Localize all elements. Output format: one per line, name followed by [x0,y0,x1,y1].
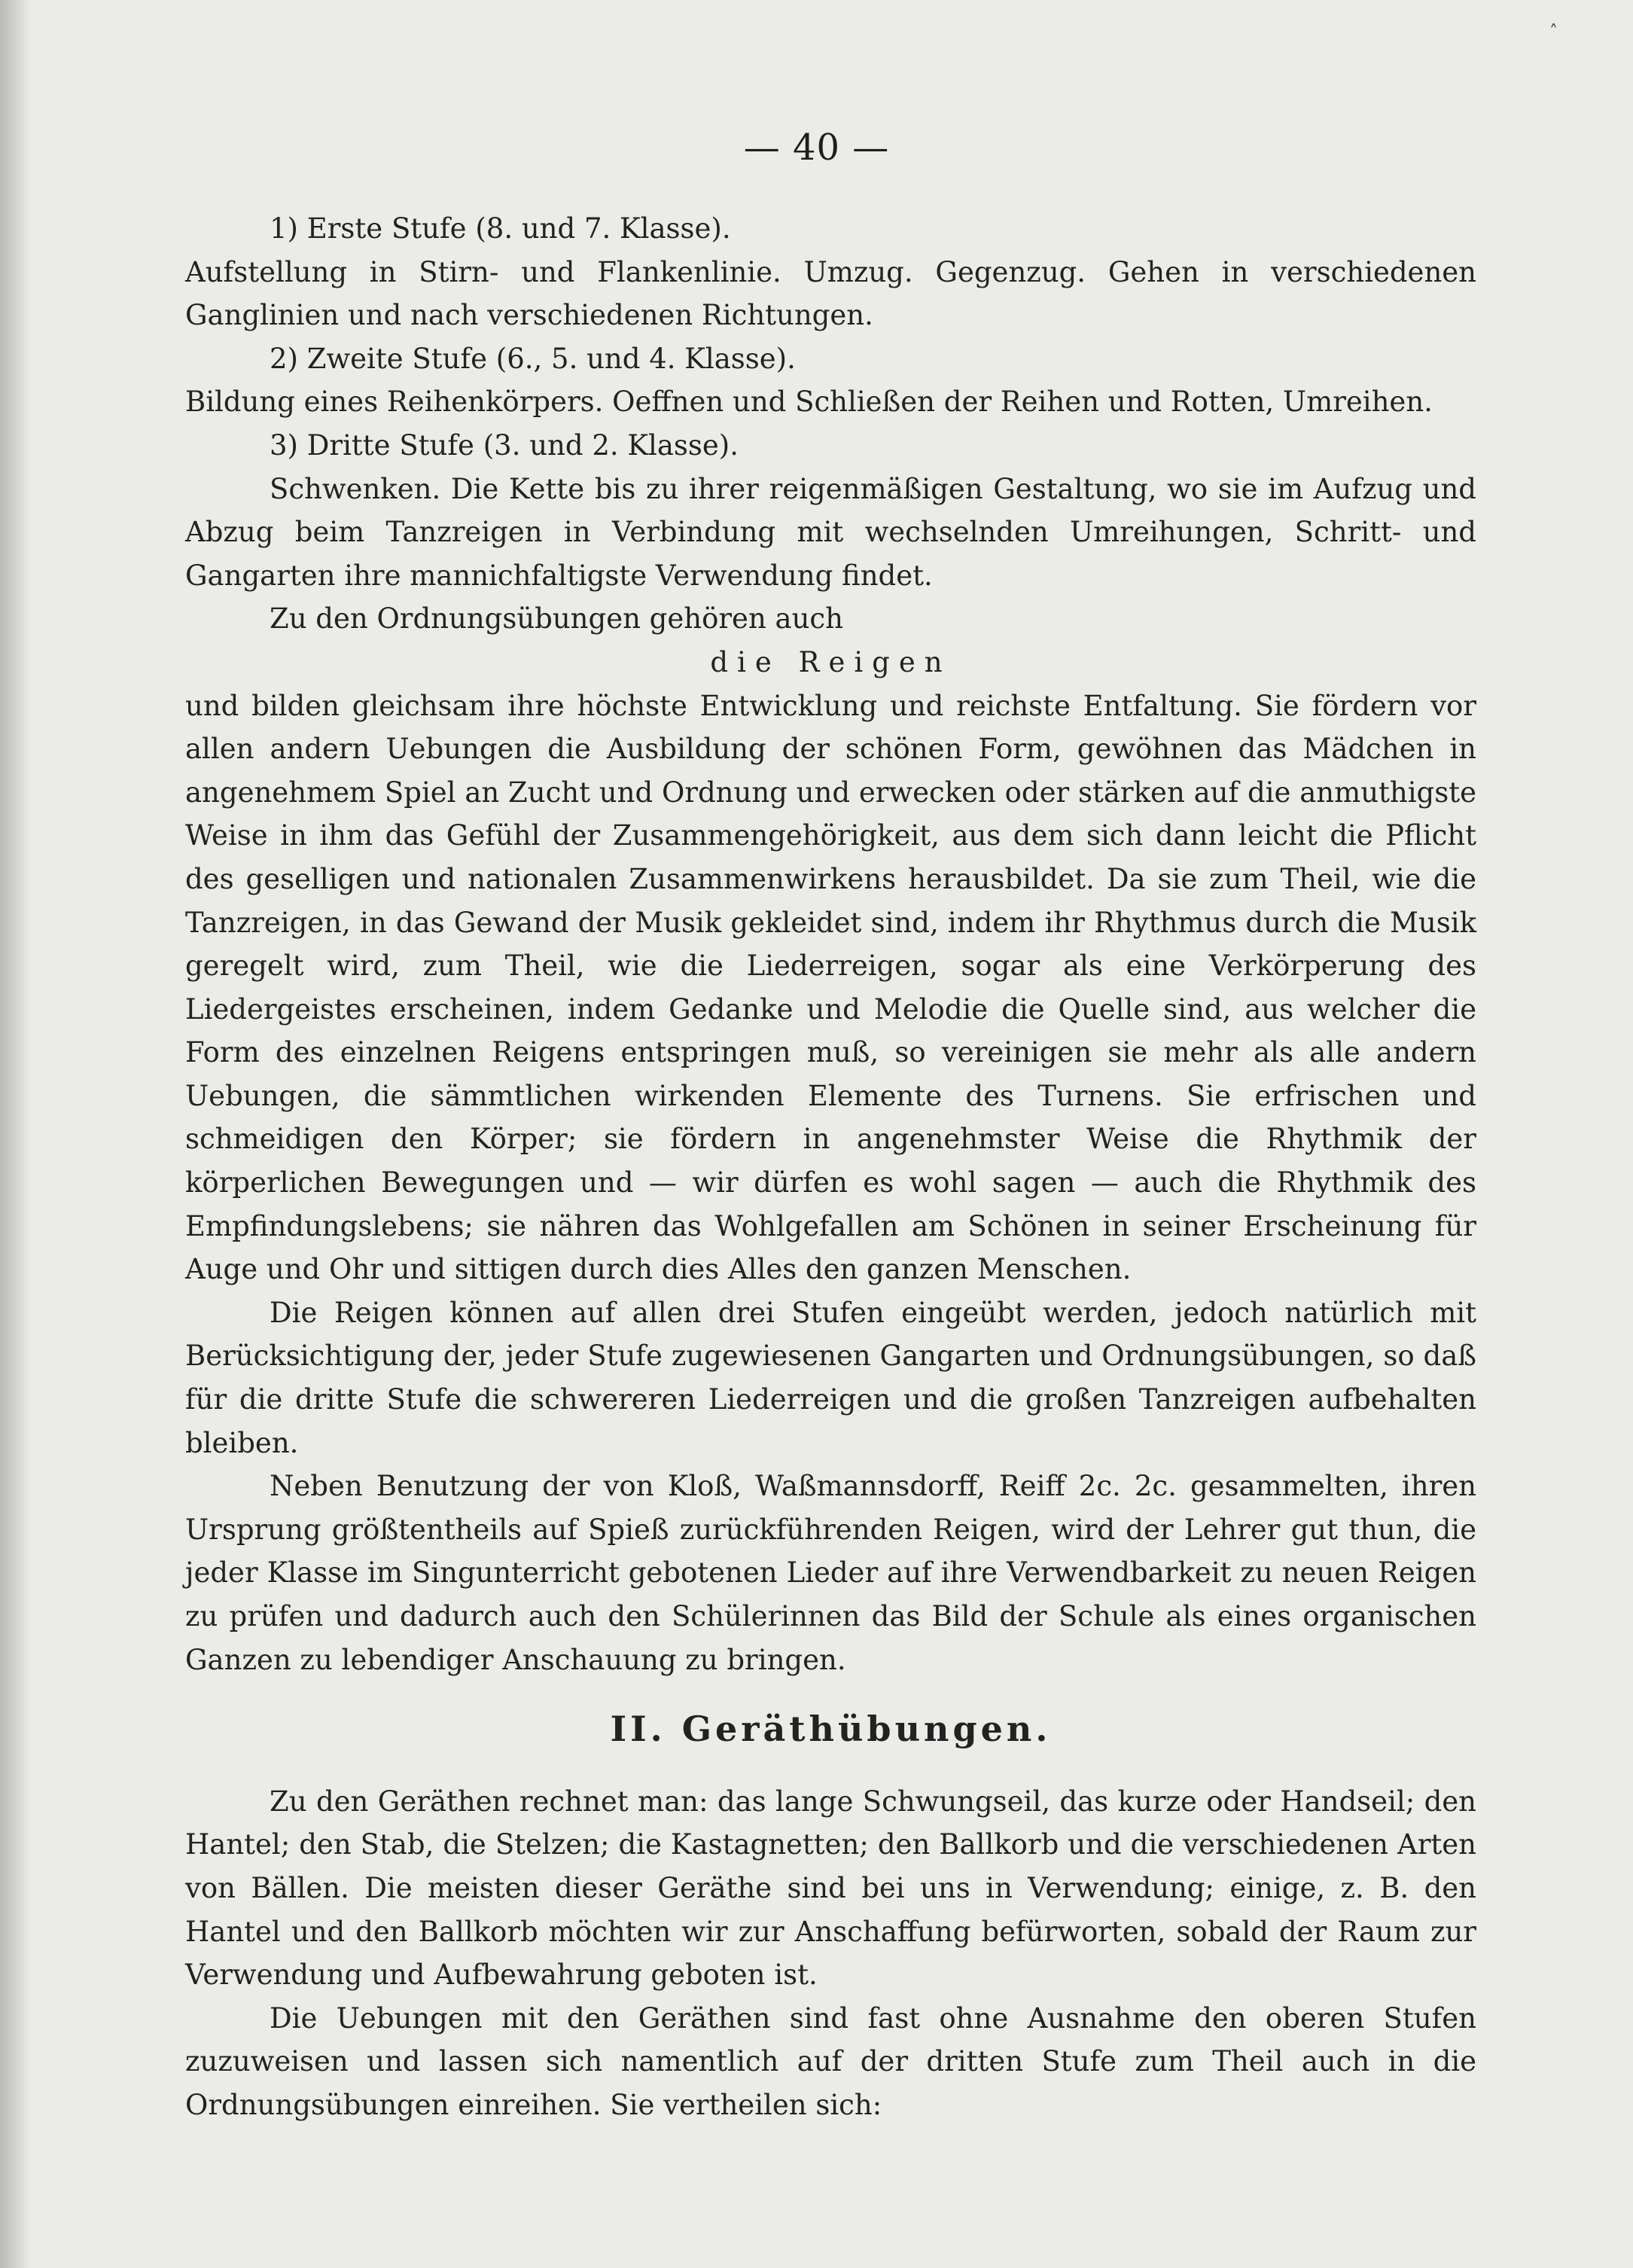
body-text [185,207,1476,2127]
page-number: — 40 — [743,127,890,169]
stage-two-heading: 2) Zweite Stufe (6., 5. und 4. Klasse). [270,342,796,375]
paragraph: Die Reigen können auf allen drei Stufen eingeübt werden, jedoch natürlich mit Berücksichtigung der, jeder Stufe zugewiesenen Gangarten und Ordnungsübungen, so daß für die dritte Stufe die schwereren Liederreigen und die großen Tanzreigen aufbehalten bleiben. [185,1296,1476,1459]
stage-one-heading: 1) Erste Stufe (8. und 7. Klasse). [270,212,731,245]
paragraph: Die Uebungen mit den Geräthen sind fast ohne Ausnahme den oberen Stufen zuzuweisen und lassen sich namentlich auf der dritten Stufe zum Theil auch in die Ordnungsübungen einreihen. Sie vertheilen sich: [185,2001,1476,2121]
section-title: II. Geräthübungen. [610,1709,1052,1750]
stage-three-heading: 3) Dritte Stufe (3. und 2. Klasse). [270,428,739,462]
paragraph: und bilden gleichsam ihre höchste Entwicklung und reichste Entfaltung. Sie fördern vor allen andern Uebungen die Ausbildung der schönen Form, gewöhnen das Mädchen in angenehmem Spiel an Zucht und Ordnung und erwecken oder stärken auf die anmuthigste Weise in ihm das Gefühl der Zusammengehörigkeit, aus dem sich dann leicht die Pflicht des geselligen und nationalen Zusammenwirkens herausbildet. Da sie zum Theil, wie die Tanzreigen, in das Gewand der Musik gekleidet sind, indem ihr Rhythmus durch die Musik geregelt wird, zum Theil, wie die Liederreigen, sogar als eine Verkörperung des Liedergeistes erscheinen, indem Gedanke und Melodie die Quelle sind, aus welcher die Form des einzelnen Reigens entspringen muß, so vereinigen sie mehr als alle andern Uebungen, die sämmtlichen wirkenden Elemente des Turnens. Sie erfrischen und schmeidigen den Körper; sie fördern in angenehmster Weise die Rhythmik der körperlichen Bewegungen und — wir dürfen es wohl sagen — auch die Rhythmik des Empfindungslebens; sie nähren das Wohlgefallen am Schönen in seiner Erscheinung für Auge und Ohr und sittigen durch dies Alles den ganzen Menschen. [185,689,1476,1286]
page-edge-shadow [0,0,30,2268]
paragraph: Bildung eines Reihenkörpers. Oeffnen und Schließen der Reihen und Rotten, Umreihen. [185,386,1433,419]
paragraph: Aufstellung in Stirn- und Flankenlinie. Umzug. Gegenzug. Gehen in verschiedenen Ganglinien und nach verschiedenen Richtungen. [185,255,1476,332]
corner-mark: ˄ [1549,23,1558,41]
paragraph: Neben Benutzung der von Kloß, Waßmannsdorff, Reiff 2c. 2c. gesammelten, ihren Ursprung größtentheils auf Spieß zurückführenden Reigen, wird der Lehrer gut thun, die jeder Klasse im Singunterricht gebotenen Lieder auf ihre Verwendbarkeit zu neuen Reigen zu prüfen und dadurch auch den Schülerinnen das Bild der Schule als eines organischen Ganzen zu lebendiger Anschauung zu bringen. [185,1470,1476,1676]
reigen-heading: die Reigen [710,645,952,678]
paragraph: Zu den Ordnungsübungen gehören auch [270,602,843,636]
paragraph: Schwenken. Die Kette bis zu ihrer reigenmäßigen Gestaltung, wo sie im Aufzug und Abzug beim Tanzreigen in Verbindung mit wechselnden Umreihungen, Schritt- und Gangarten ihre mannichfaltigste Verwendung findet. [185,472,1476,592]
paragraph: Zu den Geräthen rechnet man: das lange Schwungseil, das kurze oder Handseil; den Hantel; den Stab, die Stelzen; die Kastagnetten; den Ballkorb und die verschiedenen Arten von Bällen. Die meisten dieser Geräthe sind bei uns in Verwendung; einige, z. B. den Hantel und den Ballkorb möchten wir zur Anschaffung befürworten, sobald der Raum zur Verwendung und Aufbewahrung geboten ist. [185,1785,1476,1992]
